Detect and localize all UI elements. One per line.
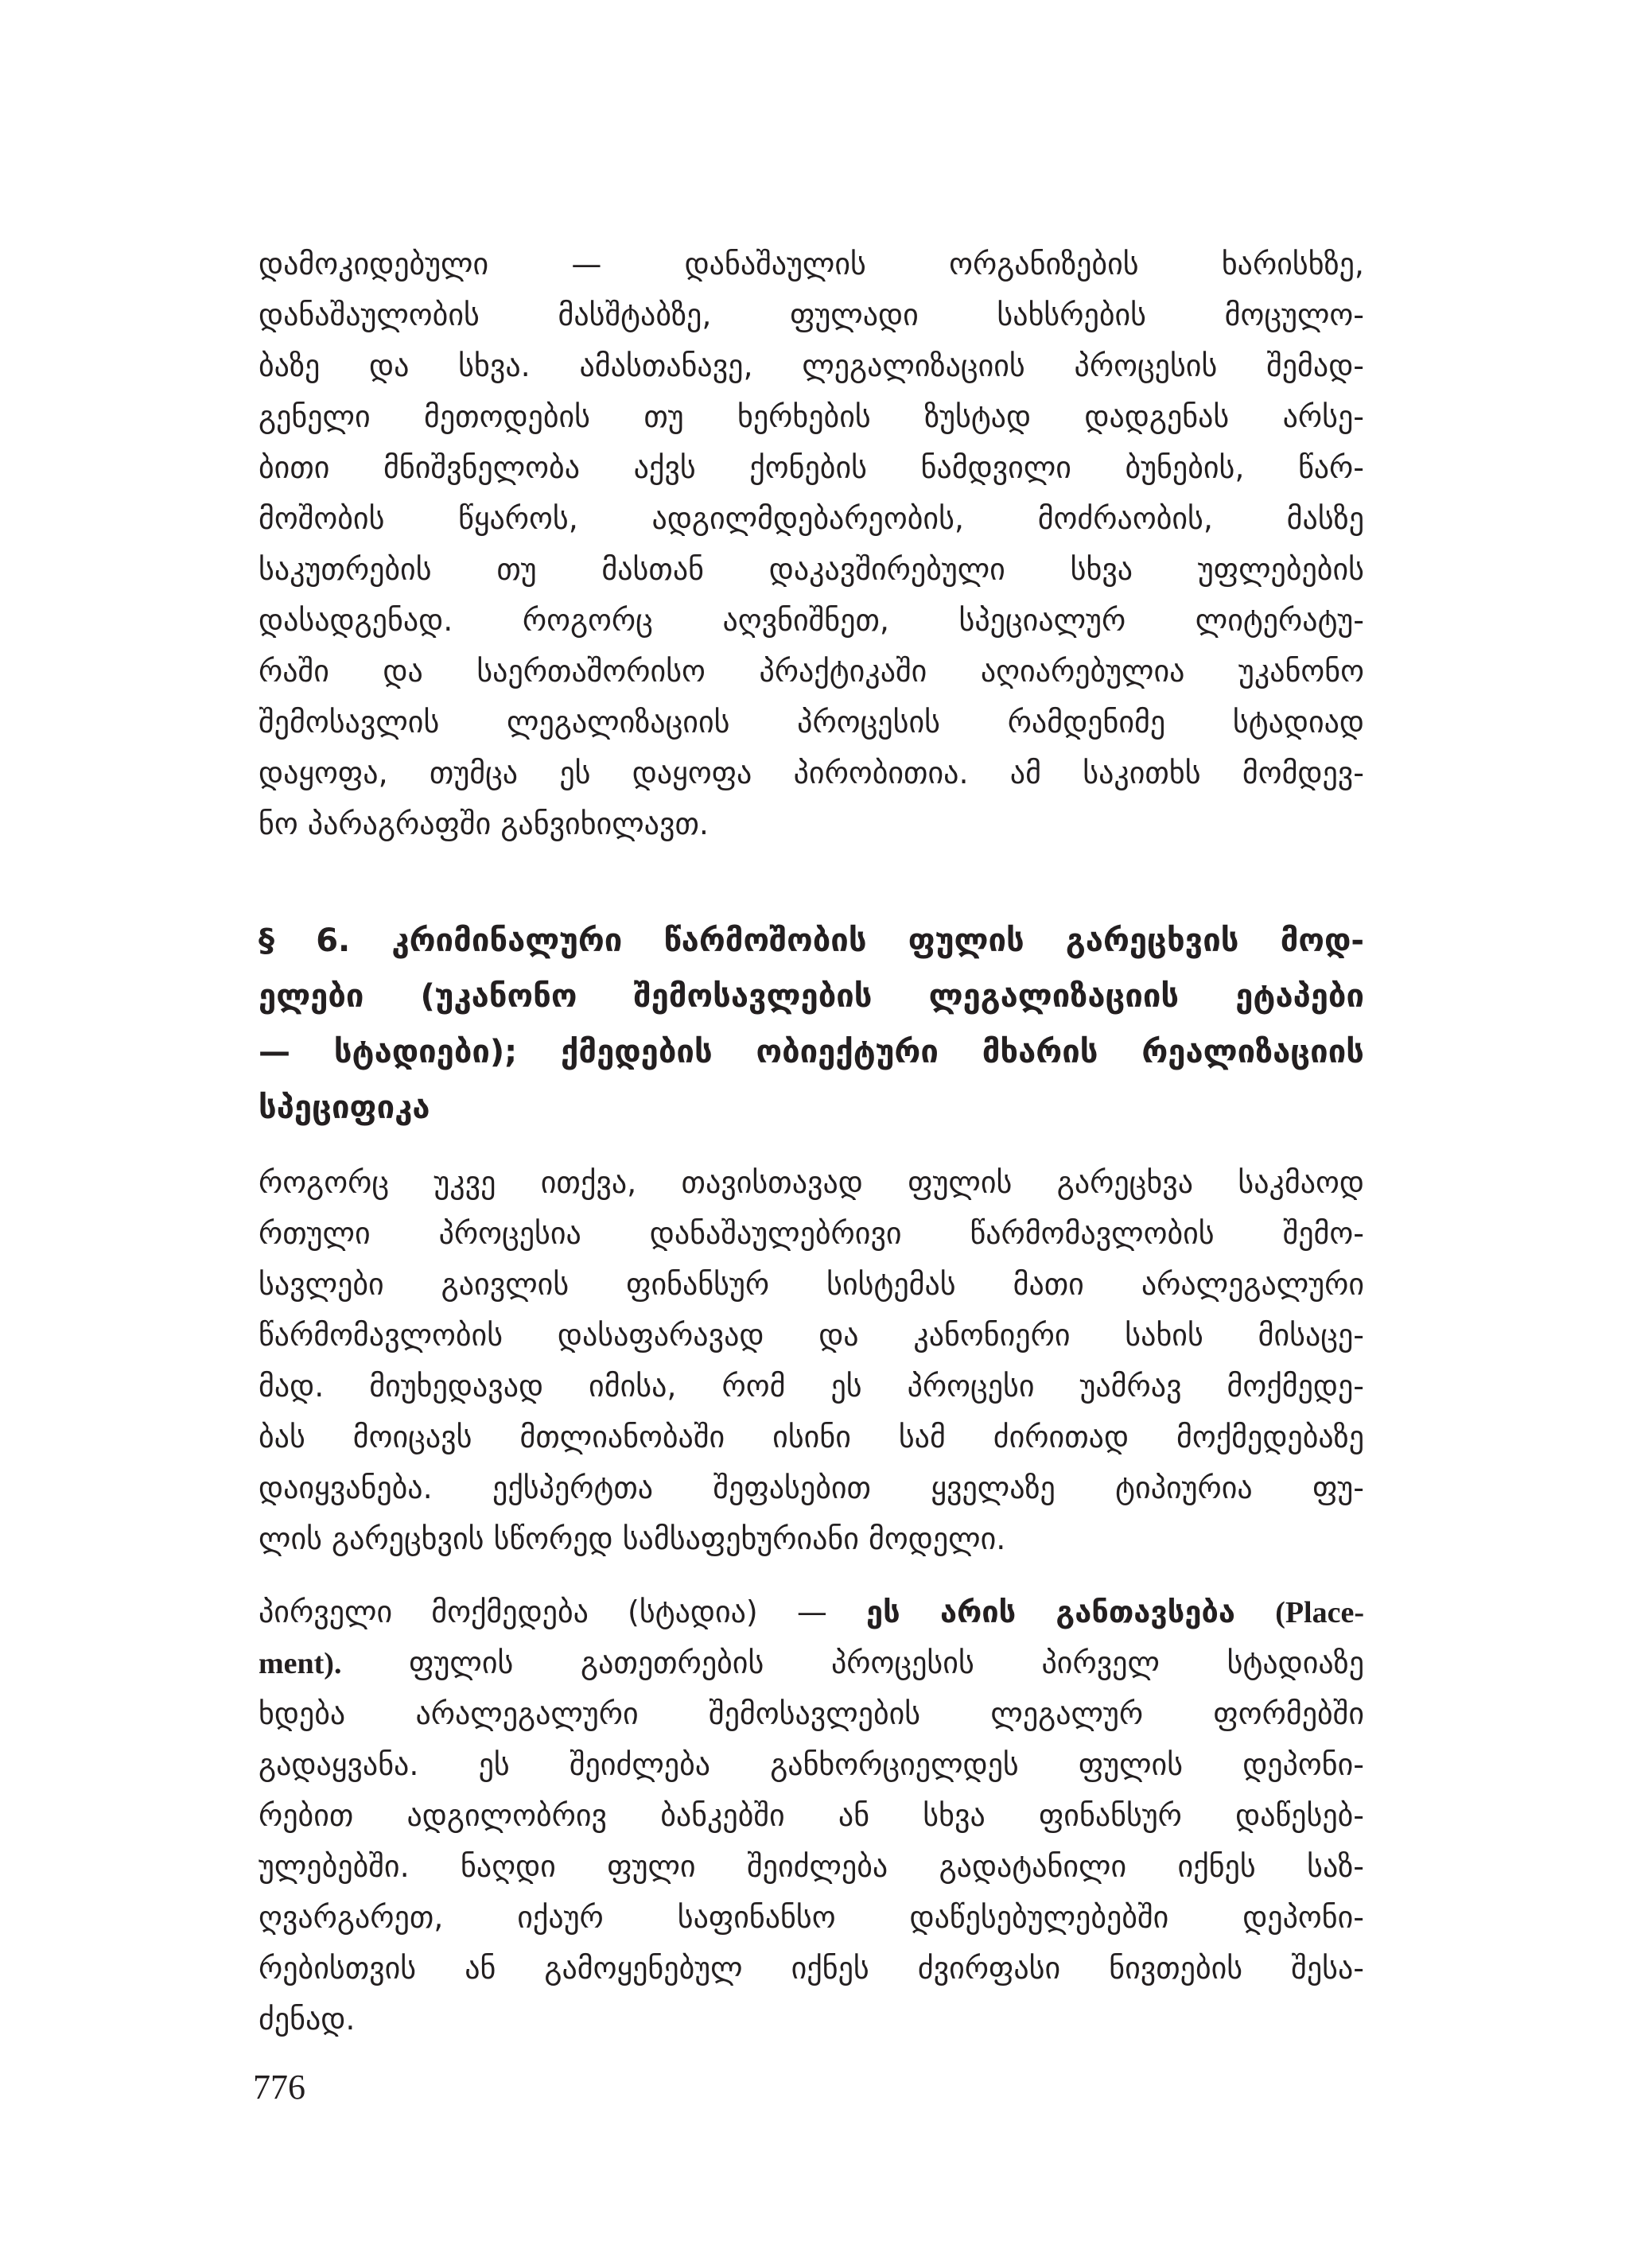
section-heading xyxy=(259,913,1364,1136)
paragraph-line: დანაშაულობის მასშტაბზე, ფულადი სახსრების მოცულო- xyxy=(259,297,1364,332)
heading-line: § 6. კრიმინალური წარმოშობის ფულის გარეცხვის მოდ- xyxy=(259,922,1364,959)
paragraph-line: ღვარგარეთ, იქაურ საფინანსო დაწესებულებებში დეპონი- xyxy=(259,1900,1364,1935)
paragraph-line: გადაყვანა. ეს შეიძლება განხორციელდეს ფულის დეპონი- xyxy=(259,1747,1364,1782)
paragraph-line: დასადგენად. როგორც აღვნიშნეთ, სპეციალურ ლიტერატუ- xyxy=(259,603,1364,638)
paragraph-line: რაში და საერთაშორისო პრაქტიკაში აღიარებულია უკანონო xyxy=(259,654,1364,689)
paragraph-line: დამოკიდებული — დანაშაულის ორგანიზების ხარისხზე, xyxy=(259,247,1364,282)
paragraph-line: მოშობის წყაროს, ადგილმდებარეობის, მოძრაობის, მასზე xyxy=(259,501,1364,536)
paragraph-2 xyxy=(259,1157,1364,1564)
paragraph-line: ბაზე და სხვა. ამასთანავე, ლეგალიზაციის პროცესის შემად- xyxy=(259,348,1364,383)
bold-text: ეს არის განთავსება xyxy=(866,1594,1276,1629)
paragraph-line: ლის გარეცხვის სწორედ სამსაფეხურიანი მოდელი. xyxy=(259,1521,1006,1556)
paragraph-line: საკუთრების თუ მასთან დაკავშირებული სხვა უფლებების xyxy=(259,552,1364,587)
paragraph-line: როგორც უკვე ითქვა, თავისთავად ფულის გარეცხვა საკმაოდ xyxy=(259,1165,1364,1200)
page-number: 776 xyxy=(253,2068,305,2107)
heading-line: ელები (უკანონო შემოსავლების ლეგალიზაციის ეტაპები xyxy=(259,978,1364,1015)
paragraph-line: მად. მიუხედავად იმისა, რომ ეს პროცესი უამრავ მოქმედე- xyxy=(259,1369,1364,1404)
paragraph-line: ხდება არალეგალური შემოსავლების ლეგალურ ფორმებში xyxy=(259,1696,1364,1731)
paragraph-line: სავლები გაივლის ფინანსურ სისტემას მათი არალეგალური xyxy=(259,1267,1364,1302)
heading-line: — სტადიები); ქმედების ობიექტური მხარის რეალიზაციის xyxy=(259,1034,1364,1070)
paragraph-line: რთული პროცესია დანაშაულებრივი წარმომავლობის შემო- xyxy=(259,1216,1364,1251)
paragraph-line: გენელი მეთოდების თუ ხერხების ზუსტად დადგენას არსე- xyxy=(259,399,1364,434)
term-latin: (Place- xyxy=(1275,1596,1364,1629)
paragraph-line: ბითი მნიშვნელობა აქვს ქონების ნამდვილი ბუნების, წარ- xyxy=(259,450,1364,485)
plain-text: პირველი მოქმედება (სტადია) — xyxy=(259,1594,866,1629)
paragraph-line: დაიყვანება. ექსპერტთა შეფასებით ყველაზე ტიპიურია ფუ- xyxy=(259,1470,1364,1505)
paragraph-3 xyxy=(259,1586,1364,2045)
paragraph-line: ბას მოიცავს მთლიანობაში ისინი სამ ძირითად მოქმედებაზე xyxy=(259,1419,1364,1454)
plain-text: ფულის გათეთრების პროცესის პირველ სტადიაზე xyxy=(341,1645,1364,1680)
paragraph-line: დაყოფა, თუმცა ეს დაყოფა პირობითია. ამ საკითხს მომდევ- xyxy=(259,755,1364,790)
paragraph-1 xyxy=(259,239,1364,849)
paragraph-line: ულებებში. ნაღდი ფული შეიძლება გადატანილი იქნეს საზ- xyxy=(259,1849,1364,1884)
term-latin: ment). xyxy=(259,1647,342,1680)
paragraph-line: რებით ადგილობრივ ბანკებში ან სხვა ფინანსურ დაწესებ- xyxy=(259,1798,1364,1833)
paragraph-line: რებისთვის ან გამოყენებულ იქნეს ძვირფასი ნივთების შესა- xyxy=(259,1951,1364,1986)
paragraph-line: ძენად. xyxy=(259,2002,356,2037)
paragraph-line: შემოსავლის ლეგალიზაციის პროცესის რამდენიმე სტადიად xyxy=(259,705,1364,740)
paragraph-line: ნო პარაგრაფში განვიხილავთ. xyxy=(259,806,709,841)
heading-line: სპეციფიკა xyxy=(259,1089,430,1126)
paragraph-line-mixed xyxy=(259,1637,1364,1688)
paragraph-line-mixed xyxy=(259,1586,1364,1637)
paragraph-line: წარმომავლობის დასაფარავად და კანონიერი სახის მისაცე- xyxy=(259,1318,1364,1353)
